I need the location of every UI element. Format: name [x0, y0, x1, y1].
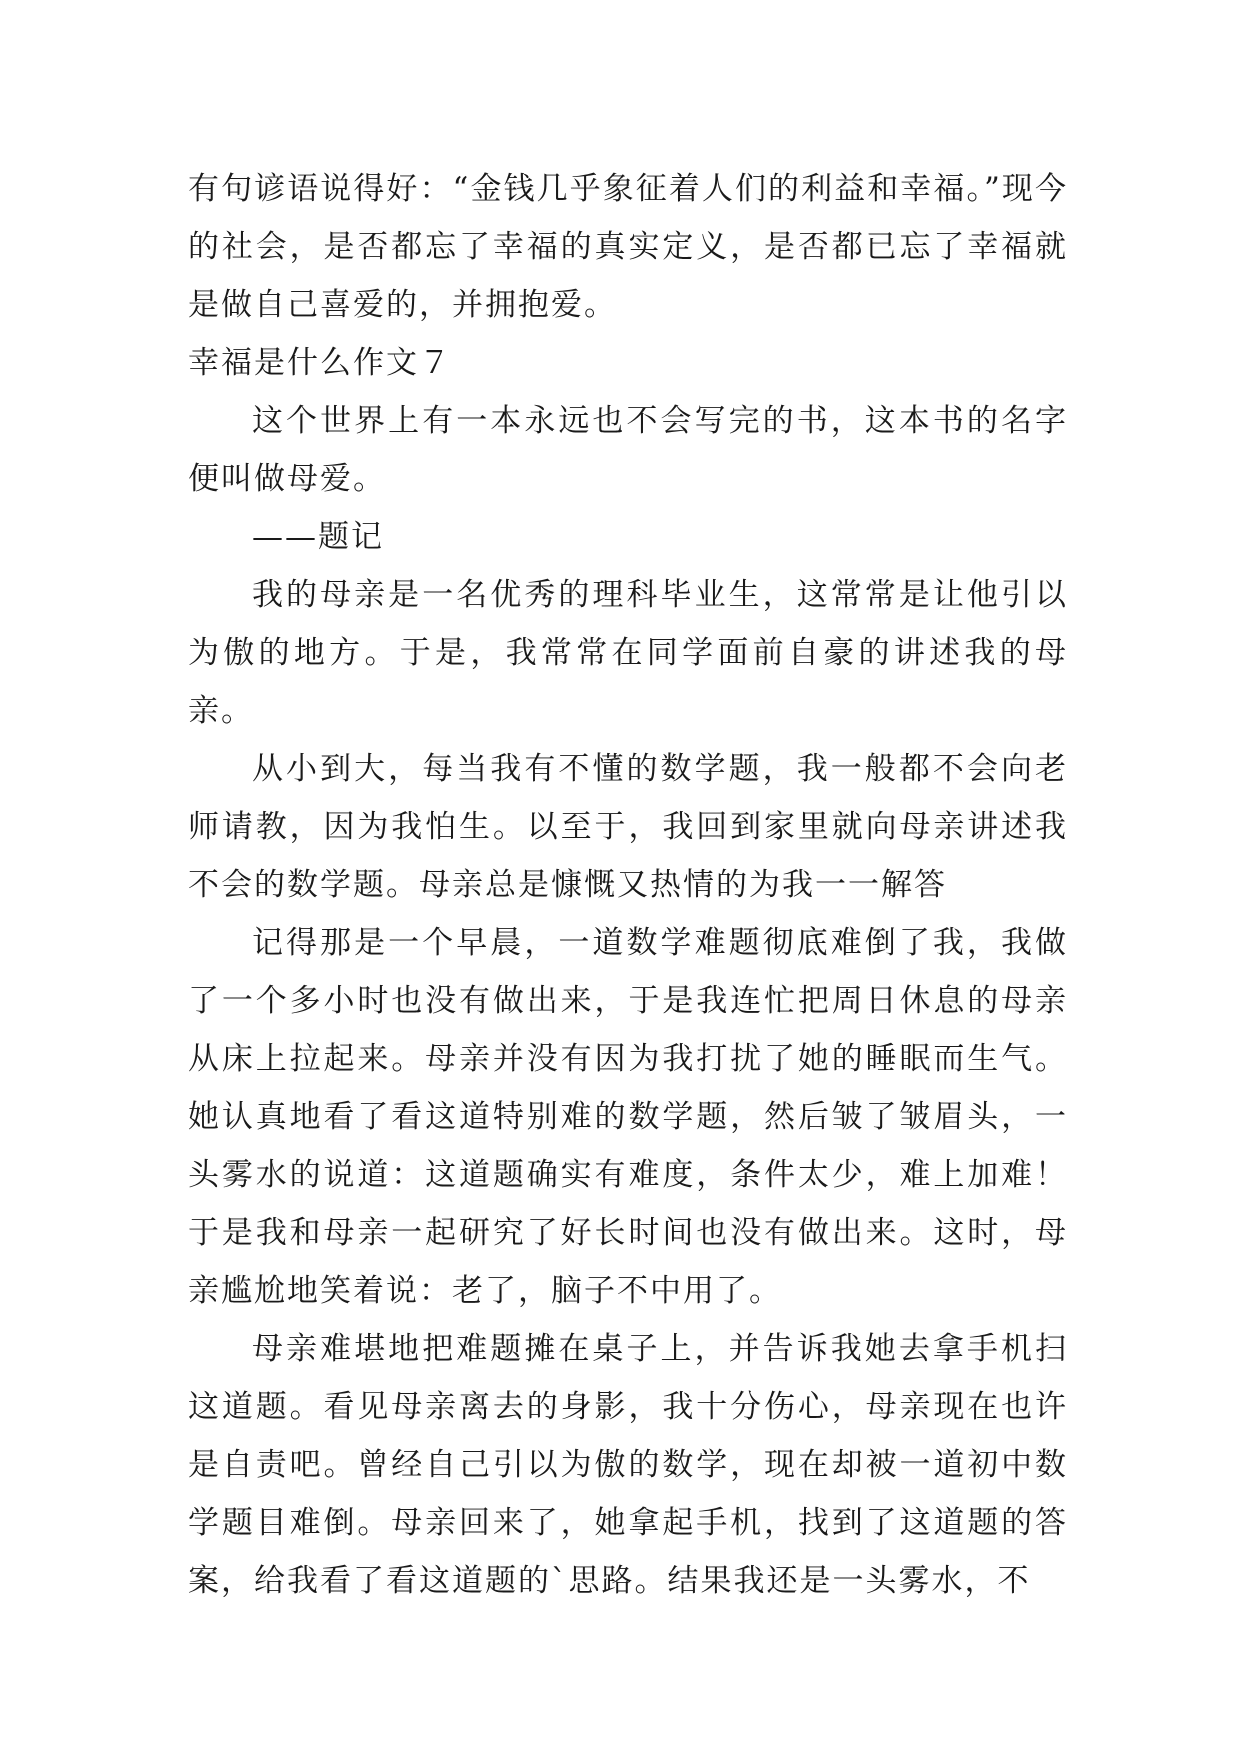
paragraph-epigraph: 这个世界上有一本永远也不会写完的书，这本书的名字便叫做母爱。 — [188, 403, 1068, 497]
paragraph-math-help: 从小到大，每当我有不懂的数学题，我一般都不会向老师请教，因为我怕生。以至于，我回到家里就向母亲讲述我不会的数学题。母亲总是慷慨又热情的为我一一解答 — [188, 751, 1068, 903]
paragraph-epigraph-attribution: ——题记 — [252, 519, 384, 555]
paragraph-phone-scan: 母亲难堪地把难题摊在桌子上，并告诉我她去拿手机扫这道题。看见母亲离去的身影，我十分伤心，母亲现在也许是自责吧。曾经自己引以为傲的数学，现在却被一道初中数学题目难倒。母亲回来了，她拿起手机，找到了这道题的答案，给我看了看这道题的`思路。结果我还是一头雾水，不 — [188, 1331, 1068, 1599]
paragraph-proverb: 有句谚语说得好：“金钱几乎象征着人们的利益和幸福。”现今的社会，是否都忘了幸福的真实定义，是否都已忘了幸福就是做自己喜爱的，并拥抱爱。 — [188, 171, 1068, 323]
paragraph-morning-story: 记得那是一个早晨，一道数学难题彻底难倒了我，我做了一个多小时也没有做出来，于是我连忙把周日休息的母亲从床上拉起来。母亲并没有因为我打扰了她的睡眠而生气。她认真地看了看这道特别难的数学题，然后皱了皱眉头，一头雾水的说道：这道题确实有难度，条件太少，难上加难！于是我和母亲一起研究了好长时间也没有做出来。这时，母亲尴尬地笑着说：老了，脑子不中用了。 — [188, 925, 1068, 1309]
document-body — [188, 160, 1068, 1610]
paragraph-mother-intro: 我的母亲是一名优秀的理科毕业生，这常常是让他引以为傲的地方。于是，我常常在同学面前自豪的讲述我的母亲。 — [188, 577, 1068, 729]
essay-title: 幸福是什么作文７ — [188, 345, 452, 381]
